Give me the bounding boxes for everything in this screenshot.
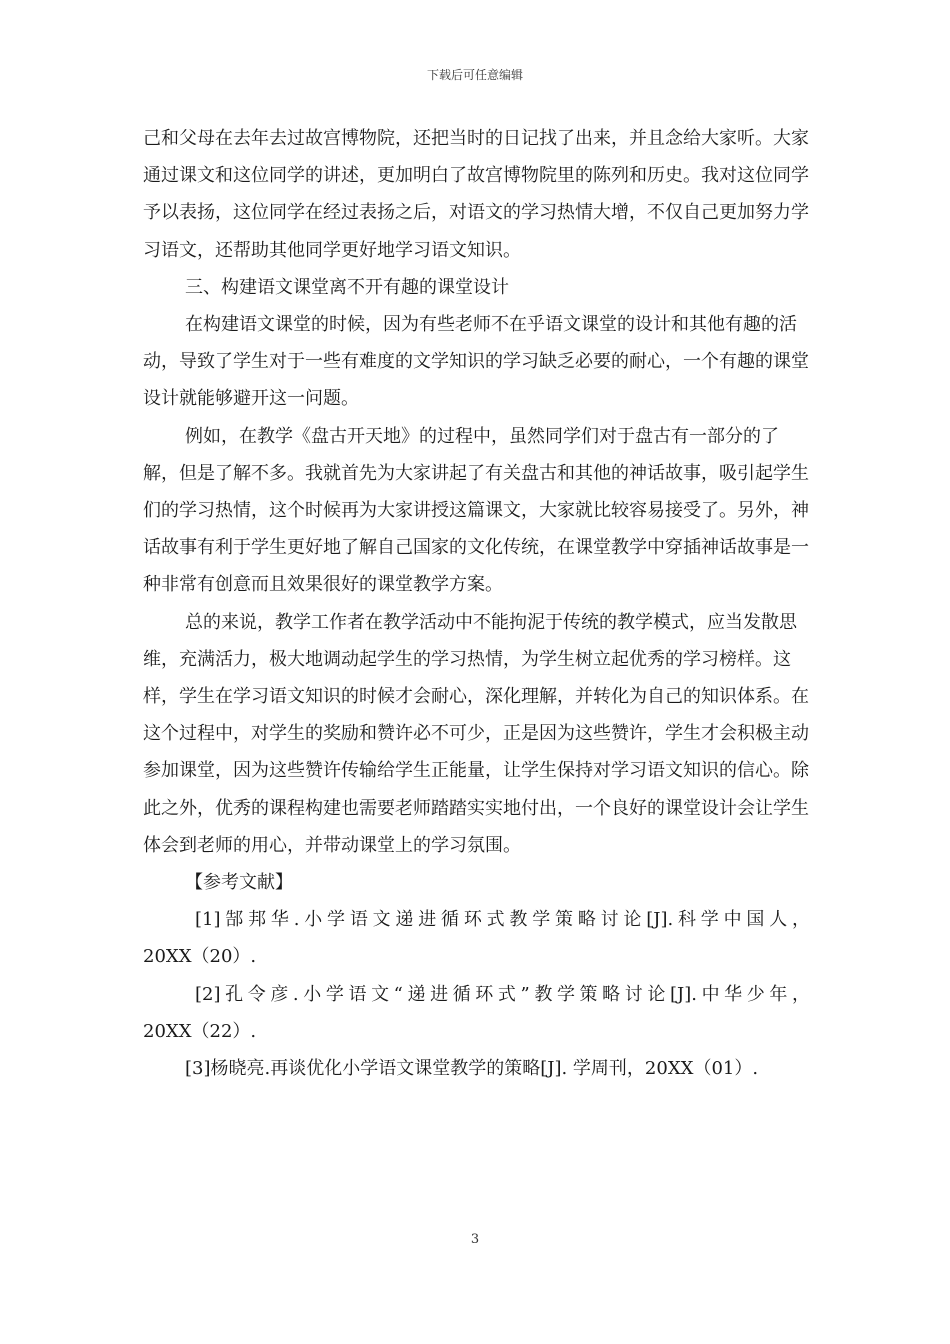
paragraph-continuation: 己和父母在去年去过故宫博物院，还把当时的日记找了出来，并且念给大家听。大家通过课文和这位同学的讲述，更加明白了故宫博物院里的陈列和历史。我对这位同学予以表扬，这位同学在经过表扬之后，对语文的学习热情大增，不仅自己更加努力学习语文，还帮助其他同学更好地学习语文知识。 [143,128,809,261]
reference-item-1-line1: [1]郜邦华.小学语文递进循环式教学策略讨论[J].科学中国人， [195,909,810,931]
paragraph: 在构建语文课堂的时候，因为有些老师不在乎语文课堂的设计和其他有趣的活动，导致了学生对于一些有难度的文学知识的学习缺乏必要的耐心，一个有趣的课堂设计就能够避开这一问题。 [143,314,809,410]
page-header: 下载后可任意编辑 [426,68,523,82]
reference-item-3: [3]杨晓亮.再谈优化小学语文课堂教学的策略[J]. 学周刊，20XX（01）. [185,1058,759,1080]
reference-item-2-line2: 20XX（22）. [143,1020,257,1042]
section-heading: 三、构建语文课堂离不开有趣的课堂设计 [185,276,509,298]
paragraph: 例如，在教学《盘古开天地》的过程中，虽然同学们对于盘古有一部分的了解，但是了解不多。我就首先为大家讲起了有关盘古和其他的神话故事，吸引起学生们的学习热情，这个时候再为大家讲授这篇课文，大家就比较容易接受了。另外，神话故事有利于学生更好地了解自己国家的文化传统，在课堂教学中穿插神话故事是一种非常有创意而且效果很好的课堂教学方案。 [143,425,809,596]
reference-item-1-line2: 20XX（20）. [143,946,257,968]
references-heading: 【参考文献】 [185,872,293,894]
reference-item-2-line1: [2]孔令彦.小学语文“递进循环式”教学策略讨论[J].中华少年， [195,983,810,1005]
page-number: 3 [470,1232,480,1247]
document-body [143,120,810,1087]
paragraph: 总的来说，教学工作者在教学活动中不能拘泥于传统的教学模式，应当发散思维，充满活力，极大地调动起学生的学习热情，为学生树立起优秀的学习榜样。这样，学生在学习语文知识的时候才会耐心，深化理解，并转化为自己的知识体系。在这个过程中，对学生的奖励和赞许必不可少，正是因为这些赞许，学生才会积极主动参加课堂，因为这些赞许传输给学生正能量，让学生保持对学习语文知识的信心。除此之外，优秀的课程构建也需要老师踏踏实实地付出，一个良好的课堂设计会让学生体会到老师的用心，并带动课堂上的学习氛围。 [143,611,809,856]
